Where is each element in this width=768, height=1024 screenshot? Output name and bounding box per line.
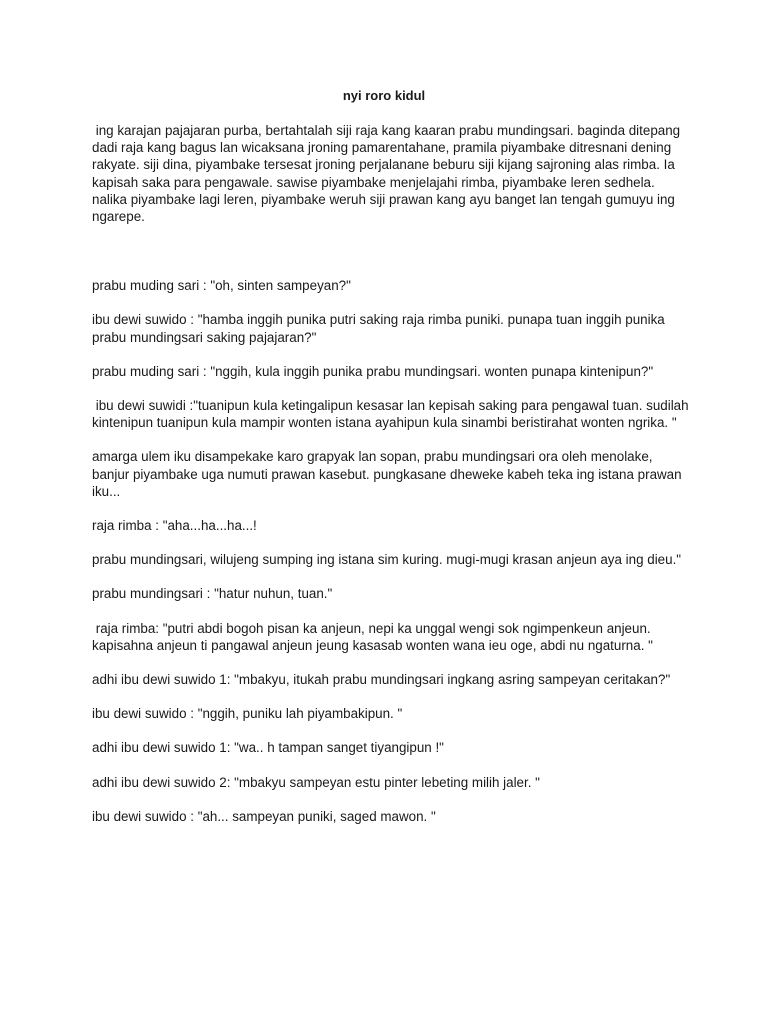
dialogue-paragraph: raja rimba: "putri abdi bogoh pisan ka anjeun, nepi ka unggal wengi sok ngimpenkeun anjeun. kapisahna anjeun ti pangawal anjeun jeung kasasab wonten wana ieu oge, abdi nu ngaturna. ": [92, 620, 655, 653]
dialogue-paragraph: adhi ibu dewi suwido 1: "mbakyu, itukah prabu mundingsari ingkang asring sampeyan ceritakan?": [92, 672, 671, 688]
narrative-paragraph: amarga ulem iku disampekake karo grapyak lan sopan, prabu mundingsari ora oleh menolake, banjur piyambake uga numuti prawan kasebut. pungkasane dheweke kabeh teka ing istana prawan iku...: [92, 449, 686, 499]
dialogue-paragraph: ibu dewi suwido : "ah... sampeyan puniki, saged mawon. ": [92, 808, 436, 824]
document-title: nyi roro kidul: [342, 88, 426, 103]
dialogue-paragraph: ibu dewi suwidi :"tuanipun kula ketingalipun kesasar lan kepisah saking para pengawal tuan. sudilah kintenipun tuanipun kula mampir wonten istana ayahipun kula sinambi beristirahat wonten ngrika. ": [92, 398, 693, 431]
document-body: [92, 122, 692, 842]
dialogue-paragraph: ibu dewi suwido : "hamba inggih punika putri saking raja rimba puniki. punapa tuan inggih punika prabu mundingsari saking pajajaran?": [92, 312, 669, 345]
dialogue-paragraph: prabu muding sari : "nggih, kula inggih punika prabu mundingsari. wonten punapa kintenipun?": [92, 363, 654, 379]
dialogue-paragraph: raja rimba : "aha...ha...ha...!: [92, 518, 257, 534]
dialogue-paragraph: prabu mundingsari, wilujeng sumping ing istana sim kuring. mugi-mugi krasan anjeun aya ing dieu.": [92, 552, 682, 568]
dialogue-paragraph: adhi ibu dewi suwido 1: "wa.. h tampan sanget tiyangipun !": [92, 740, 444, 756]
dialogue-paragraph: prabu muding sari : "oh, sinten sampeyan?": [92, 278, 351, 294]
intro-paragraph: ing karajan pajajaran purba, bertahtalah siji raja kang kaaran prabu mundingsari. baginda ditepang dadi raja kang bagus lan wicaksana jroning pamarentahane, pramila piyambake ditresnani dening rakyate. siji dina, piyambake tersesat jroning perjalanane beburu siji kijang sajroning alas rimba. Ia kapisah saka para pengawale. sawise piyambake menjelajahi rimba, piyambake leren sedhela. nalika piyambake lagi leren, piyambake weruh siji prawan kang ayu banget lan tengah gumuyu ing ngarepe.: [92, 123, 684, 225]
dialogue-paragraph: prabu mundingsari : "hatur nuhun, tuan.": [92, 586, 333, 602]
dialogue-paragraph: adhi ibu dewi suwido 2: "mbakyu sampeyan estu pinter lebeting milih jaler. ": [92, 774, 540, 790]
dialogue-paragraph: ibu dewi suwido : "nggih, puniku lah piyambakipun. ": [92, 706, 403, 722]
